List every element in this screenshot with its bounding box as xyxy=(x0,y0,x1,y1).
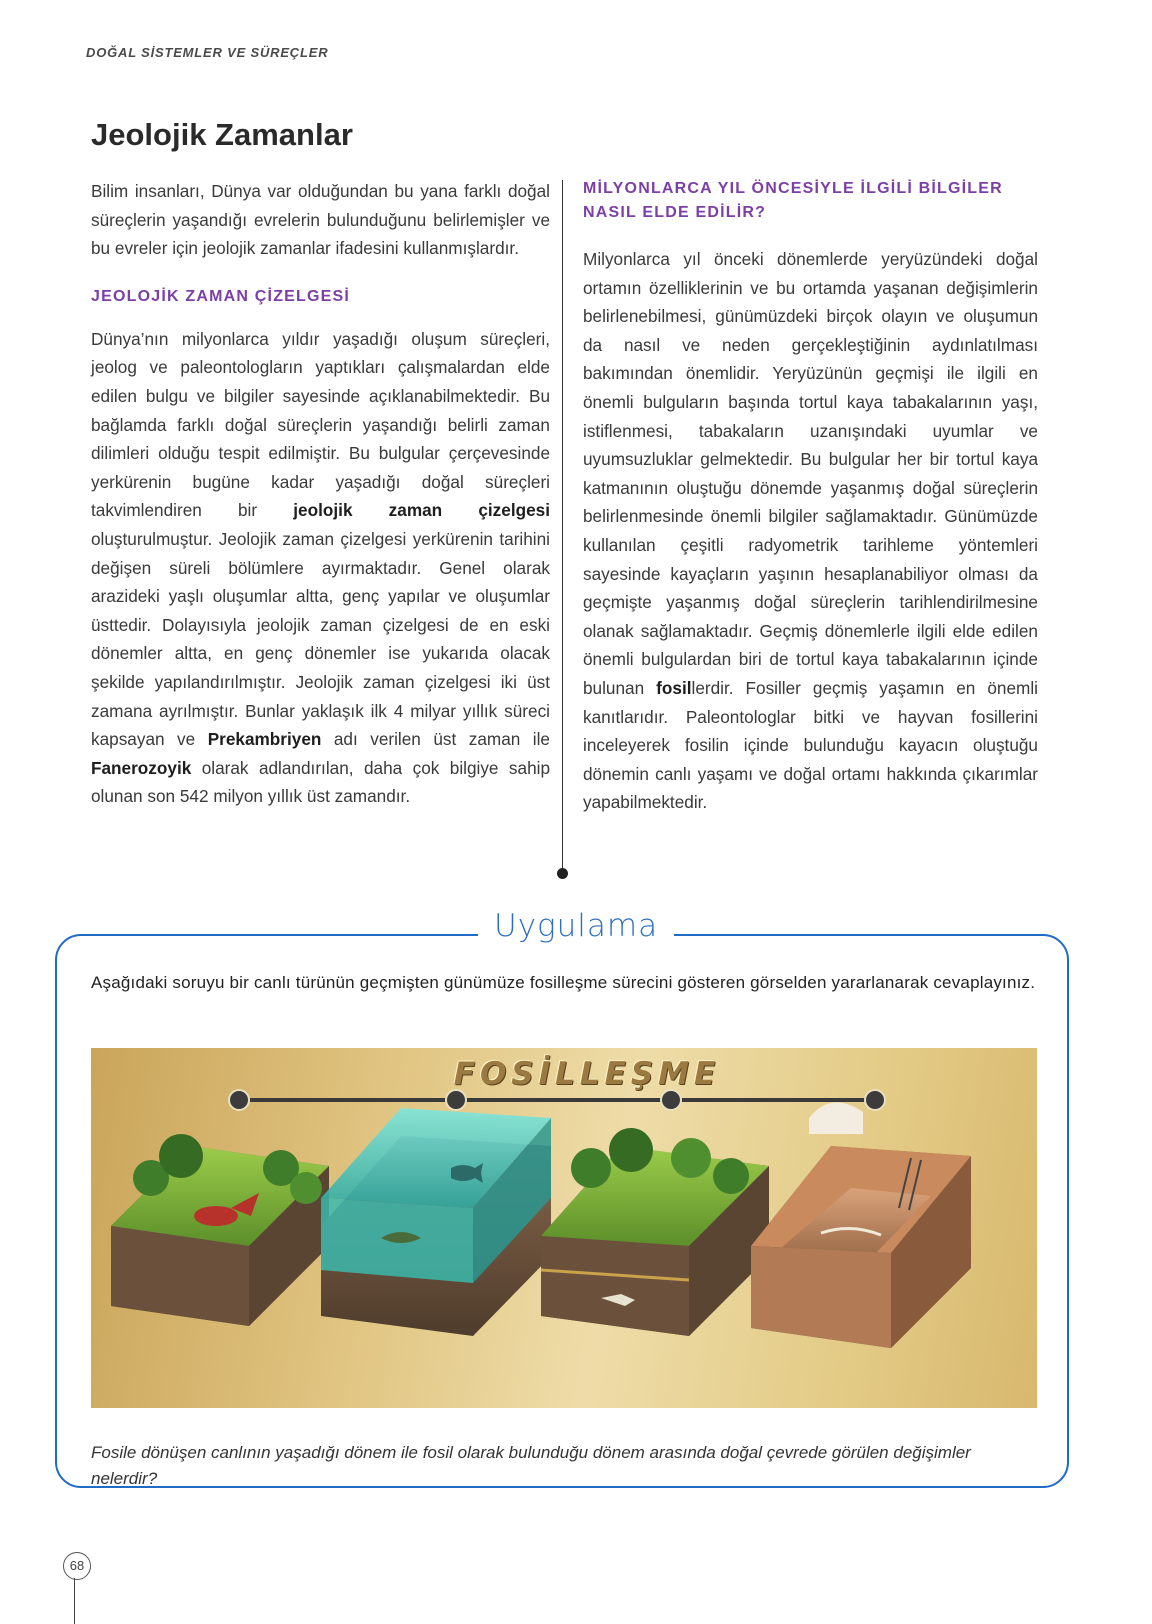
text-span: Milyonlarca yıl önceki dönemlerde yeryüzündeki doğal ortamın özelliklerinin ve bu ortamda yaşanan değişimlerin belirlenebilmesi, günümüzdeki birçok olayın ve oluşumun da nasıl ve neden gerçekleştiğinin aydınlatılması bakımından önemlidir. Yeryüzünün geçmişi ile ilgili en önemli bulguların başında tortul kaya tabakalarının yaşı, istiflenmesi, tabakaların uzanışındaki uyumlar ve uyumsuzluklar gelmektedir. Bu bulgular her bir tortul kaya katmanının oluştuğu dönemde yaşanmış doğal süreçlerin belirlenmesinde önemli bilgiler sağlamaktadır. Günümüzde kullanılan çeşitli radyometrik tarihleme yöntemleri sayesinde kayaçların yaşının hesaplanabiliyor olması da geçmişte yaşanmış doğal süreçlerin tarihlendirilmesine olanak sağlamaktadır. Geçmiş dönemlerle ilgili elde edilen önemli bulgulardan biri de tortul kaya tabakalarının içinde bulunan xyxy=(583,249,1038,698)
timeline-node xyxy=(229,1090,249,1110)
fossilization-illustration xyxy=(91,1048,1037,1408)
page-number-line xyxy=(74,1578,75,1624)
term-phanerozoic: Fanerozoyik xyxy=(91,757,192,778)
intro-paragraph: Bilim insanları, Dünya var olduğundan bu yana farklı doğal süreçlerin yaşandığı evrelerin bulunduğunu belirlemişler ve bu evreler için jeolojik zamanlar ifadesini kullanmışlardır. xyxy=(91,181,550,259)
timeline-node xyxy=(446,1090,466,1110)
fossilization-figure xyxy=(91,1048,1037,1408)
section-heading-fossils: MİLYONLARCA YIL ÖNCESİYLE İLGİLİ BİLGİLER NASIL ELDE EDİLİR? xyxy=(583,180,1003,221)
term-geologic-timescale: jeolojik zaman çizelgesi xyxy=(293,500,550,521)
left-column xyxy=(91,177,550,811)
timeline-node xyxy=(865,1090,885,1110)
block-forest-later xyxy=(541,1128,769,1336)
page-number: 68 xyxy=(63,1552,91,1580)
timescale-paragraph xyxy=(91,325,550,811)
block-forest-dinosaur xyxy=(111,1134,329,1326)
application-question: Aşağıdaki soruyu bir canlı türünün geçmişten günümüze fosilleşme sürecini gösteren görselden yararlanarak cevaplayınız. xyxy=(91,973,1036,992)
running-header: DOĞAL SİSTEMLER VE SÜREÇLER xyxy=(86,45,329,60)
block-excavation xyxy=(751,1102,971,1348)
text-span: olarak adlandırılan, daha çok bilgiye sahip olunan son 542 milyon yıllık üst zamandır. xyxy=(91,757,550,807)
right-column xyxy=(583,177,1038,817)
column-divider xyxy=(562,180,563,870)
timeline-node xyxy=(661,1090,681,1110)
section-heading-timescale: JEOLOJİK ZAMAN ÇİZELGESİ xyxy=(91,287,351,305)
page-title: Jeolojik Zamanlar xyxy=(91,117,353,152)
term-precambrian: Prekambriyen xyxy=(207,729,322,750)
fossils-paragraph xyxy=(583,245,1038,817)
application-title: Uygulama xyxy=(478,908,674,944)
text-span: lerdir. Fosiller geçmiş yaşamın en önemli kanıtlarıdır. Paleontologlar bitki ve hayvan fosillerini inceleyerek fosilin içinde bulunduğu kayacın oluştuğu dönemin canlı yaşamı ve doğal ortamı hakkında çıkarımlar yapabilmektedir. xyxy=(583,677,1038,813)
text-span: adı verilen üst zaman ile xyxy=(321,729,550,750)
term-fossil: fosil xyxy=(656,677,692,698)
block-water xyxy=(321,1108,551,1336)
figure-title: FOSİLLEŞME xyxy=(453,1056,721,1092)
text-span: oluşturulmuştur. Jeolojik zaman çizelgesi yerkürenin tarihini değişen süreli bölümlere ayırmaktadır. Genel olarak arazideki yaşlı oluşumlar altta, genç yapılar ve oluşumlar üsttedir. Dolayısıyla jeolojik zaman çizelgesi de en eski dönemler altta, en genç dönemler ise yukarıda olacak şekilde yapılandırılmıştır. Jeolojik zaman çizelgesi iki üst zamana ayrılmıştır. Bunlar yaklaşık ilk 4 milyar yıllık süreci kapsayan ve xyxy=(91,528,550,750)
application-prompt: Fosile dönüşen canlının yaşadığı dönem ile fosil olarak bulunduğu dönem arasında doğal çevrede görülen değişimler nelerdir? xyxy=(91,1443,971,1488)
column-divider-dot xyxy=(557,868,568,879)
text-span: Dünya’nın milyonlarca yıldır yaşadığı oluşum süreçleri, jeolog ve paleontologların yaptıkları çalışmalardan elde edilen bulgu ve bilgiler sayesinde açıklanabilmektedir. Bu bağlamda farklı doğal süreçlerin yaşandığı belirli zaman dilimleri olduğu tespit edilmiştir. Bu bulgular çerçevesinde yerkürenin bugüne kadar yaşadığı doğal süreçleri takvimlendiren bir xyxy=(91,328,550,521)
